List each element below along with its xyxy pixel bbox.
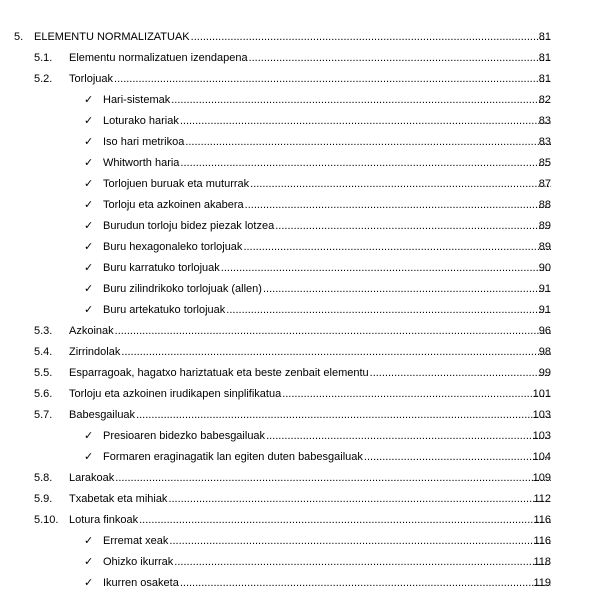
toc-entry-title: Burudun torloju bidez piezak lotzea ..... <box>103 216 551 237</box>
toc-entry-page: 98 <box>538 346 551 358</box>
toc-entry-number: 5.3. <box>34 325 53 337</box>
toc-entry-title: Presioaren bidezko babesgailuak ..... <box>103 426 551 447</box>
toc-entry-number: 5. <box>14 31 24 43</box>
toc-entry-page: 87 <box>538 178 551 190</box>
toc-entry[interactable] <box>0 48 600 69</box>
toc-entry-page: 118 <box>533 556 551 568</box>
toc-entry-page: 83 <box>538 115 551 127</box>
toc-entry-title: Ohizko ikurrak ..... <box>103 552 551 573</box>
check-icon: ✓ <box>84 304 94 316</box>
check-icon: ✓ <box>84 262 94 274</box>
check-icon: ✓ <box>84 157 94 169</box>
check-icon: ✓ <box>84 241 94 253</box>
check-icon: ✓ <box>84 556 94 568</box>
toc-entry-title: Buru karratuko torlojuak ..... <box>103 258 551 279</box>
check-icon: ✓ <box>84 136 94 148</box>
toc-entry[interactable] <box>0 153 600 174</box>
toc-entry-page: 89 <box>538 220 551 232</box>
toc-entry-page: 90 <box>538 262 551 274</box>
toc-entry-title: Esparragoak, hagatxo hariztatuak eta beste zenbait elementu ..... <box>69 363 551 384</box>
toc-entry-number: 5.2. <box>34 73 53 85</box>
toc-entry[interactable] <box>0 384 600 405</box>
toc-entry[interactable] <box>0 279 600 300</box>
toc-entry-number: 5.5. <box>34 367 53 379</box>
toc-entry[interactable] <box>0 552 600 573</box>
toc-entry-number: 5.9. <box>34 493 53 505</box>
toc-entry-number: 5.6. <box>34 388 53 400</box>
toc-entry-number: 5.10. <box>34 514 59 526</box>
toc-entry-page: 91 <box>538 283 551 295</box>
toc-entry-page: 116 <box>533 514 551 526</box>
toc-entry-page: 81 <box>538 31 551 43</box>
toc-entry[interactable] <box>0 447 600 468</box>
toc-entry[interactable] <box>0 90 600 111</box>
toc-entry-title: Erremat xeak ..... <box>103 531 551 552</box>
toc-entry-title: Hari-sistemak ..... <box>103 90 551 111</box>
toc-entry[interactable] <box>0 216 600 237</box>
toc-entry-page: 81 <box>538 52 551 64</box>
toc-entry-title: ELEMENTU NORMALIZATUAK ..... <box>34 27 551 48</box>
toc-entry-page: 116 <box>533 535 551 547</box>
toc-entry[interactable] <box>0 174 600 195</box>
toc-entry-page: 82 <box>538 94 551 106</box>
toc-entry-page: 109 <box>532 472 551 484</box>
toc-entry[interactable] <box>0 468 600 489</box>
toc-entry-page: 96 <box>538 325 551 337</box>
toc-entry-page: 83 <box>538 136 551 148</box>
toc-entry-number: 5.7. <box>34 409 53 421</box>
toc-entry-title: Iso hari metrikoa ..... <box>103 132 551 153</box>
check-icon: ✓ <box>84 430 94 442</box>
toc-entry-page: 112 <box>533 493 551 505</box>
toc-entry[interactable] <box>0 258 600 279</box>
check-icon: ✓ <box>84 178 94 190</box>
toc-entry-title: Zirrindolak ..... <box>69 342 551 363</box>
toc-entry-page: 104 <box>532 451 551 463</box>
toc-entry[interactable] <box>0 27 600 48</box>
toc-entry-title: Ikurren osaketa ..... <box>103 573 551 594</box>
toc-entry[interactable] <box>0 300 600 321</box>
table-of-contents <box>0 27 600 594</box>
toc-entry-page: 91 <box>538 304 551 316</box>
toc-entry-page: 85 <box>538 157 551 169</box>
check-icon: ✓ <box>84 577 94 589</box>
toc-entry-title: Babesgailuak ..... <box>69 405 551 426</box>
toc-entry[interactable] <box>0 405 600 426</box>
toc-entry[interactable] <box>0 573 600 594</box>
check-icon: ✓ <box>84 451 94 463</box>
check-icon: ✓ <box>84 115 94 127</box>
toc-entry-title: Whitworth haria ..... <box>103 153 551 174</box>
toc-entry-page: 88 <box>538 199 551 211</box>
toc-entry-title: Buru hexagonaleko torlojuak ..... <box>103 237 551 258</box>
toc-entry-title: Larakoak ..... <box>69 468 551 489</box>
toc-entry[interactable] <box>0 531 600 552</box>
toc-entry-title: Loturako hariak ..... <box>103 111 551 132</box>
toc-entry[interactable] <box>0 342 600 363</box>
toc-entry-page: 89 <box>538 241 551 253</box>
toc-entry-title: Txabetak eta mihiak ..... <box>69 489 551 510</box>
check-icon: ✓ <box>84 283 94 295</box>
toc-entry-page: 81 <box>538 73 551 85</box>
toc-entry-title: Buru zilindrikoko torlojuak (allen) ..... <box>103 279 551 300</box>
toc-entry-title: Azkoinak ..... <box>69 321 551 342</box>
toc-entry-title: Elementu normalizatuen izendapena ..... <box>69 48 551 69</box>
toc-entry-title: Formaren eraginagatik lan egiten duten babesgailuak ..... <box>103 447 551 468</box>
toc-entry[interactable] <box>0 132 600 153</box>
toc-entry-page: 103 <box>532 409 551 421</box>
toc-entry-number: 5.1. <box>34 52 53 64</box>
toc-entry[interactable] <box>0 321 600 342</box>
check-icon: ✓ <box>84 94 94 106</box>
toc-entry-title: Torlojuak ..... <box>69 69 551 90</box>
toc-entry-title: Lotura finkoak ..... <box>69 510 551 531</box>
check-icon: ✓ <box>84 199 94 211</box>
toc-entry-page: 101 <box>532 388 551 400</box>
toc-entry[interactable] <box>0 489 600 510</box>
toc-entry[interactable] <box>0 510 600 531</box>
toc-entry-page: 103 <box>532 430 551 442</box>
toc-entry[interactable] <box>0 363 600 384</box>
check-icon: ✓ <box>84 535 94 547</box>
toc-entry-page: 99 <box>538 367 551 379</box>
toc-entry-title: Torlojuen buruak eta muturrak ..... <box>103 174 551 195</box>
toc-entry-title: Torloju eta azkoinen akabera ..... <box>103 195 551 216</box>
toc-entry-title: Torloju eta azkoinen irudikapen sinplifikatua ..... <box>69 384 551 405</box>
toc-entry[interactable] <box>0 111 600 132</box>
toc-entry-number: 5.4. <box>34 346 53 358</box>
toc-entry-title: Buru artekatuko torlojuak ..... <box>103 300 551 321</box>
toc-entry[interactable] <box>0 195 600 216</box>
toc-entry-page: 119 <box>533 577 551 589</box>
toc-entry[interactable] <box>0 69 600 90</box>
toc-entry-number: 5.8. <box>34 472 53 484</box>
toc-entry[interactable] <box>0 237 600 258</box>
toc-entry[interactable] <box>0 426 600 447</box>
check-icon: ✓ <box>84 220 94 232</box>
